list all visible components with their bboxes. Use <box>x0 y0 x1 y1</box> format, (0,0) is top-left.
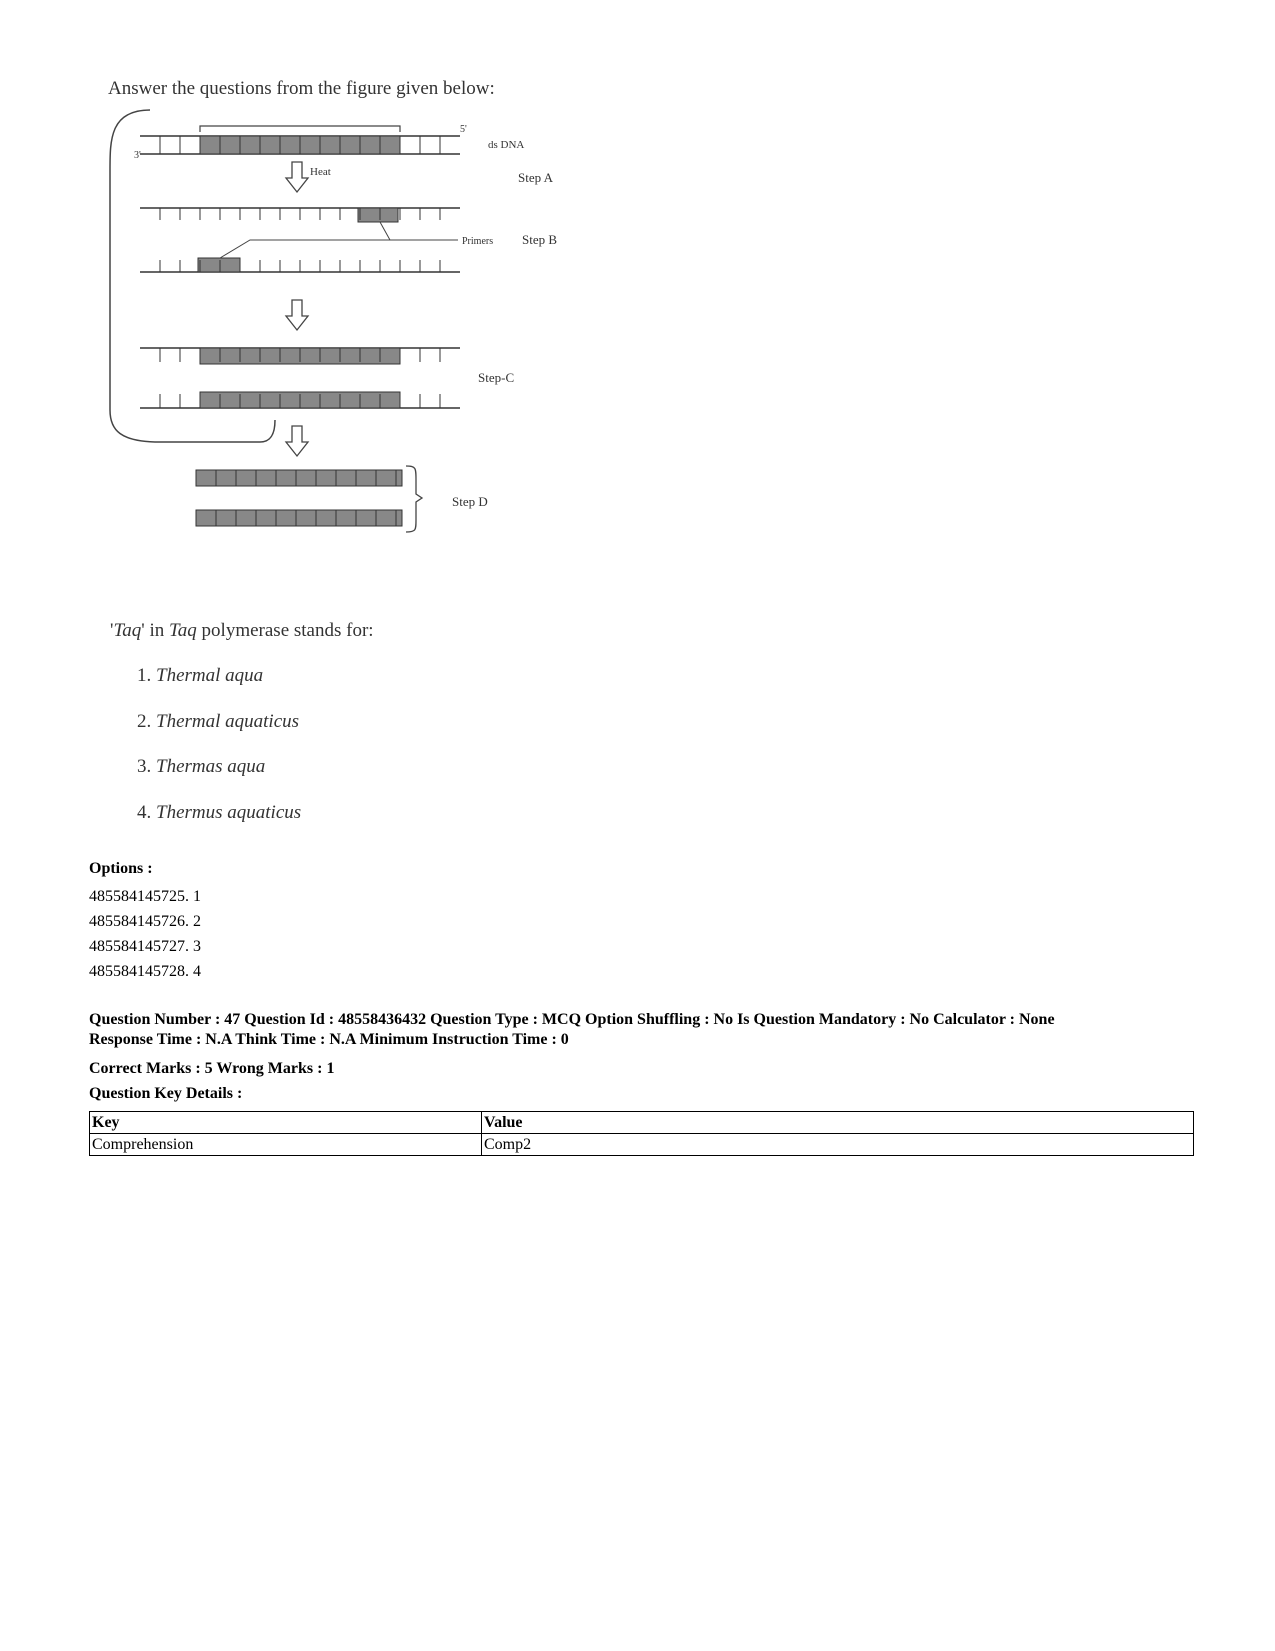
option-item: 485584145728. 4 <box>89 963 201 980</box>
label-5prime: 5' <box>460 124 467 135</box>
single-strand-bottom <box>140 258 460 272</box>
stem-taq: Taq <box>113 620 142 641</box>
single-strand-top <box>140 208 460 222</box>
options-heading: Options : <box>89 860 153 877</box>
meta-line-2: Response Time : N.A Think Time : N.A Minimum Instruction Time : 0 <box>89 1031 569 1048</box>
choice-item: 2. Thermal aquaticus <box>137 710 300 732</box>
stem-suffix: polymerase stands for: <box>196 620 374 641</box>
label-3prime: 3' <box>134 150 141 161</box>
label-primers: Primers <box>462 236 494 247</box>
extended-strand-top <box>140 348 460 364</box>
label-step-d: Step D <box>452 494 488 509</box>
meta-line-1: Question Number : 47 Question Id : 48558436432 Question Type : MCQ Option Shuffling : No Is Question Mandatory : No Calculator : None <box>89 1011 1055 1028</box>
step-d-brace <box>406 466 422 532</box>
option-item: 485584145726. 2 <box>89 913 201 930</box>
table-row <box>90 1134 1194 1156</box>
cell-key: Comprehension <box>90 1134 482 1156</box>
header-value: Value <box>482 1112 1194 1134</box>
ds-dna <box>140 136 460 154</box>
table-header-row <box>90 1112 1194 1134</box>
answer-choices <box>137 665 301 847</box>
down-arrow <box>286 300 308 330</box>
option-item: 485584145727. 3 <box>89 938 201 955</box>
primer-pointer-top <box>380 222 458 240</box>
label-step-b: Step B <box>522 232 558 247</box>
label-step-a: Step A <box>518 170 554 185</box>
stem-quote: ' <box>110 620 114 641</box>
stem-taq: Taq <box>168 620 197 641</box>
key-details-table <box>89 1111 1194 1156</box>
header-key: Key <box>90 1112 482 1134</box>
key-details-heading: Question Key Details : <box>89 1085 243 1102</box>
stem-mid: ' in <box>141 620 169 641</box>
down-arrow <box>286 426 308 456</box>
choice-item: 3. Thermas aqua <box>137 756 266 777</box>
label-heat: Heat <box>310 166 331 178</box>
marks-line: Correct Marks : 5 Wrong Marks : 1 <box>89 1060 335 1077</box>
choice-item: 1. Thermal aqua <box>137 665 264 686</box>
question-meta <box>89 1010 1209 1050</box>
top-bracket <box>200 126 400 132</box>
extended-strand-bottom <box>140 392 460 408</box>
option-item: 485584145725. 1 <box>89 888 201 905</box>
label-step-c: Step-C <box>478 370 515 385</box>
figure-intro: Answer the questions from the figure given below: <box>108 78 495 99</box>
product-duplex-1 <box>196 470 402 486</box>
label-ds-dna: ds DNA <box>488 139 525 151</box>
choice-item: 4. Thermus aquaticus <box>137 801 302 823</box>
heat-arrow <box>286 162 308 192</box>
primer-pointer-bottom <box>220 240 458 258</box>
product-duplex-2 <box>196 510 402 526</box>
cell-value: Comp2 <box>482 1134 1194 1156</box>
question-stem <box>110 620 374 642</box>
options-list <box>89 884 201 984</box>
